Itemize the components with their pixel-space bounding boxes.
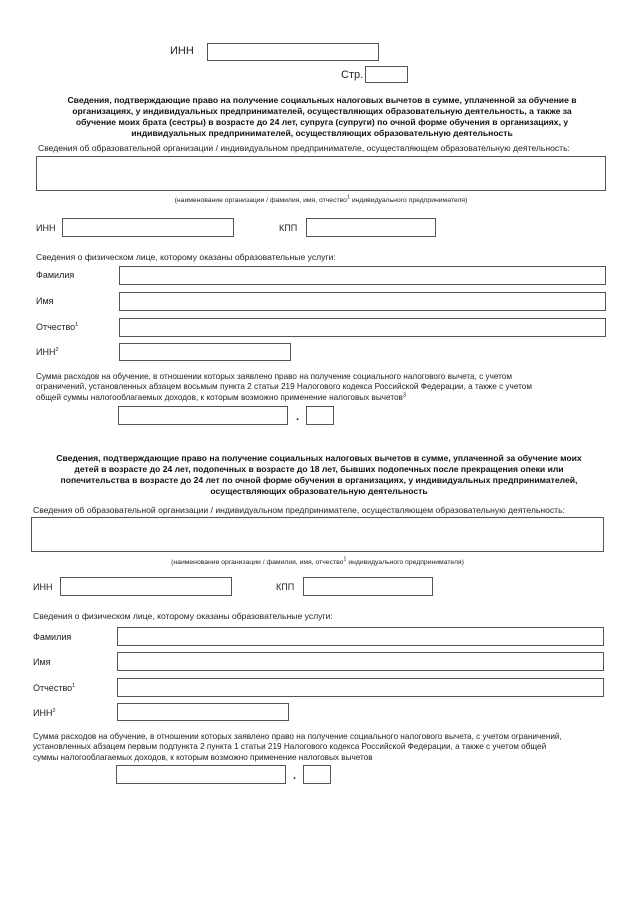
inn-label: ИНН <box>170 45 194 57</box>
kpp-field[interactable] <box>303 577 433 596</box>
kpp-label: КПП <box>279 223 298 233</box>
surname-field[interactable] <box>119 266 606 285</box>
person-label: Сведения о физическом лице, которому оказаны образовательные услуги: <box>33 611 333 621</box>
person-inn-label: ИНН$^2$ <box>36 347 59 357</box>
kpp-label: КПП <box>276 582 295 592</box>
sum-text: Сумма расходов на обучение, в отношении которых заявлено право на получение социального налогового вычета, с учетом ограничений, установленных абзацем восьмым пункта 2 статьи 219 Налогового кодекса Российской Федерации, а также с учетом общей суммы налогооблагаемых доходов, к которым возможно применение налоговых вычетов$^3$ <box>36 372 532 402</box>
person-inn-field[interactable] <box>119 343 291 361</box>
inn-field[interactable] <box>207 43 379 61</box>
org-label: Сведения об образовательной организации / индивидуальном предпринимателе, осуществляющем образовательную деятельность: <box>33 505 565 515</box>
name-label: Имя <box>33 657 51 667</box>
page-number-field[interactable] <box>365 66 408 83</box>
surname-label: Фамилия <box>33 632 72 642</box>
patronymic-label: Отчество$^1$ <box>36 322 79 332</box>
org-name-field[interactable] <box>36 156 606 191</box>
sum-integer-field[interactable] <box>118 406 288 425</box>
org-inn-label: ИНН <box>36 223 56 233</box>
person-inn-field[interactable] <box>117 703 289 721</box>
page-label: Стр. <box>341 69 364 81</box>
section-2-heading: Сведения, подтверждающие право на получение социальных налоговых вычетов в сумме, уплаченной за обучение моих детей в возрасте до 24 лет, подопечных в возрасте до 18 лет, бывших подопечных после прекращения опеки или попечительства в возрасте до 24 лет по очной форме обучения в организациях, у индивидуальных предпринимателей, осуществляющих образовательную деятельность <box>56 453 582 496</box>
section-1-heading: Сведения, подтверждающие право на получение социальных налоговых вычетов в сумме, уплаченной за обучение в организациях, у индивидуальных предпринимателей, осуществляющих образовательную деятельность, а также за обучение моих брата (сестры) в возрасте до 24 лет, супруга (супруги) по очной форме обучения в организациях, у индивидуальных предпринимателей, осуществляющих образовательную деятельность <box>67 95 577 138</box>
name-field[interactable] <box>119 292 606 311</box>
decimal-point: . <box>293 770 297 782</box>
sum-integer-field[interactable] <box>116 765 286 784</box>
org-name-field[interactable] <box>31 517 604 552</box>
name-label: Имя <box>36 296 54 306</box>
sum-text: Сумма расходов на обучение, в отношении которых заявлено право на получение социального налогового вычета, с учетом ограничений, установленных абзацем первым подпункта 2 пункта 1 статьи 219 Налогового кодекса Российской Федерации, а также с учетом общей суммы налогооблагаемых доходов, к которым возможно применение налоговых вычетов <box>33 732 562 762</box>
person-inn-label: ИНН$^2$ <box>33 708 56 718</box>
org-note: (наименование организации / фамилия, имя, отчество$^1$ индивидуального предпринимателя) <box>171 556 464 566</box>
decimal-point: . <box>296 411 300 423</box>
org-label: Сведения об образовательной организации / индивидуальном предпринимателе, осуществляющем образовательную деятельность: <box>38 143 570 153</box>
kpp-field[interactable] <box>306 218 436 237</box>
org-inn-field[interactable] <box>60 577 232 596</box>
person-label: Сведения о физическом лице, которому оказаны образовательные услуги: <box>36 252 336 262</box>
org-note: (наименование организации / фамилия, имя, отчество$^1$ индивидуального предпринимателя) <box>174 194 468 204</box>
surname-field[interactable] <box>117 627 604 646</box>
org-inn-label: ИНН <box>33 582 53 592</box>
name-field[interactable] <box>117 652 604 671</box>
patronymic-field[interactable] <box>117 678 604 697</box>
patronymic-label: Отчество$^1$ <box>33 683 76 693</box>
sum-fraction-field[interactable] <box>303 765 331 784</box>
org-inn-field[interactable] <box>62 218 234 237</box>
surname-label: Фамилия <box>36 270 75 280</box>
sum-fraction-field[interactable] <box>306 406 334 425</box>
patronymic-field[interactable] <box>119 318 606 337</box>
